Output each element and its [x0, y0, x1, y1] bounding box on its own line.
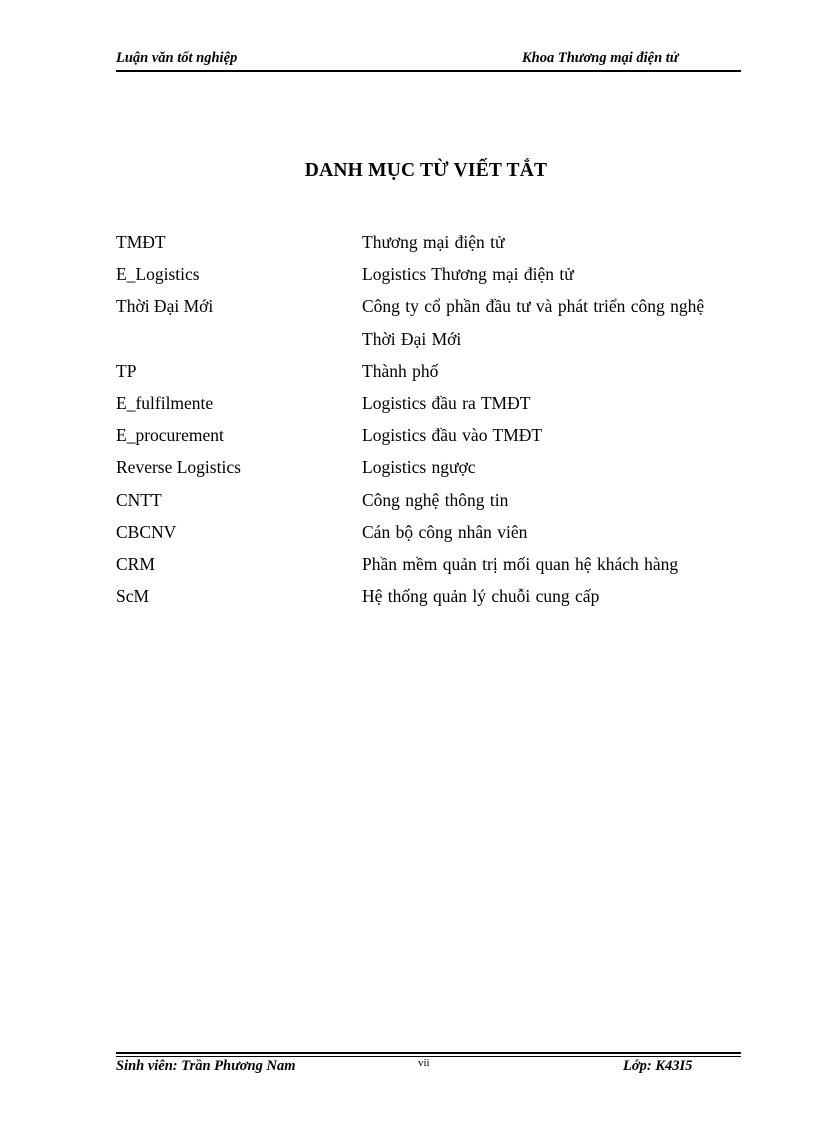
- abbreviation-row: [116, 258, 756, 290]
- abbreviation-term: CRM: [116, 554, 155, 575]
- abbreviation-row: [116, 355, 756, 387]
- abbreviation-meaning: Hệ thống quản lý chuỗi cung cấp: [362, 586, 600, 607]
- abbreviation-term: CBCNV: [116, 521, 177, 542]
- abbreviation-meaning: Thành phố: [362, 360, 439, 381]
- abbreviation-term: Thời Đại Mới: [116, 296, 214, 317]
- abbreviation-meaning: Công nghệ thông tin: [362, 489, 509, 510]
- abbreviation-meaning: Công ty cổ phần đầu tư và phát triển công nghệ: [362, 296, 705, 317]
- abbreviation-row: [116, 548, 756, 580]
- footer-divider: [116, 1052, 741, 1054]
- abbreviation-list: [116, 226, 756, 612]
- abbreviation-row: [116, 451, 756, 483]
- abbreviation-row: [116, 484, 756, 516]
- page-footer: [116, 1052, 741, 1082]
- abbreviation-term: E_Logistics: [116, 264, 200, 285]
- header-thesis-label: Luận văn tốt nghiệp: [116, 50, 238, 66]
- abbreviation-row: [116, 419, 756, 451]
- header-faculty-label: Khoa Thương mại điện tử: [522, 50, 679, 66]
- abbreviation-meaning: Cán bộ công nhân viên: [362, 521, 528, 542]
- abbreviation-term: TMĐT: [116, 232, 166, 252]
- page-number: vii: [418, 1057, 430, 1069]
- abbreviation-row: [116, 290, 756, 322]
- page-header: [116, 50, 741, 72]
- abbreviation-term: ScM: [116, 586, 150, 607]
- abbreviation-row: [116, 323, 756, 355]
- footer-student-name: Sinh viên: Trần Phương Nam: [116, 1058, 296, 1074]
- abbreviation-meaning: Thương mại điện tử: [362, 232, 505, 252]
- footer-class-label: Lớp: K43I5: [623, 1058, 693, 1074]
- abbreviation-row: [116, 580, 756, 612]
- abbreviation-row: [116, 226, 756, 258]
- abbreviation-meaning: Thời Đại Mới: [362, 328, 462, 349]
- abbreviation-row: [116, 387, 756, 419]
- abbreviation-meaning: Logistics Thương mại điện tử: [362, 264, 574, 285]
- page-title: DANH MỤC TỪ VIẾT TẮT: [304, 160, 548, 181]
- abbreviation-meaning: Phần mềm quản trị mối quan hệ khách hàng: [362, 554, 679, 575]
- abbreviation-term: [116, 323, 362, 355]
- abbreviation-meaning: Logistics ngược: [362, 457, 476, 478]
- abbreviation-term: E_fulfilmente: [116, 393, 214, 414]
- abbreviation-term: TP: [116, 360, 137, 381]
- abbreviation-term: CNTT: [116, 489, 162, 510]
- abbreviation-term: E_procurement: [116, 425, 224, 446]
- abbreviation-term: Reverse Logistics: [116, 457, 241, 478]
- abbreviation-meaning: Logistics đầu ra TMĐT: [362, 393, 531, 414]
- abbreviation-row: [116, 516, 756, 548]
- abbreviation-meaning: Logistics đầu vào TMĐT: [362, 425, 543, 446]
